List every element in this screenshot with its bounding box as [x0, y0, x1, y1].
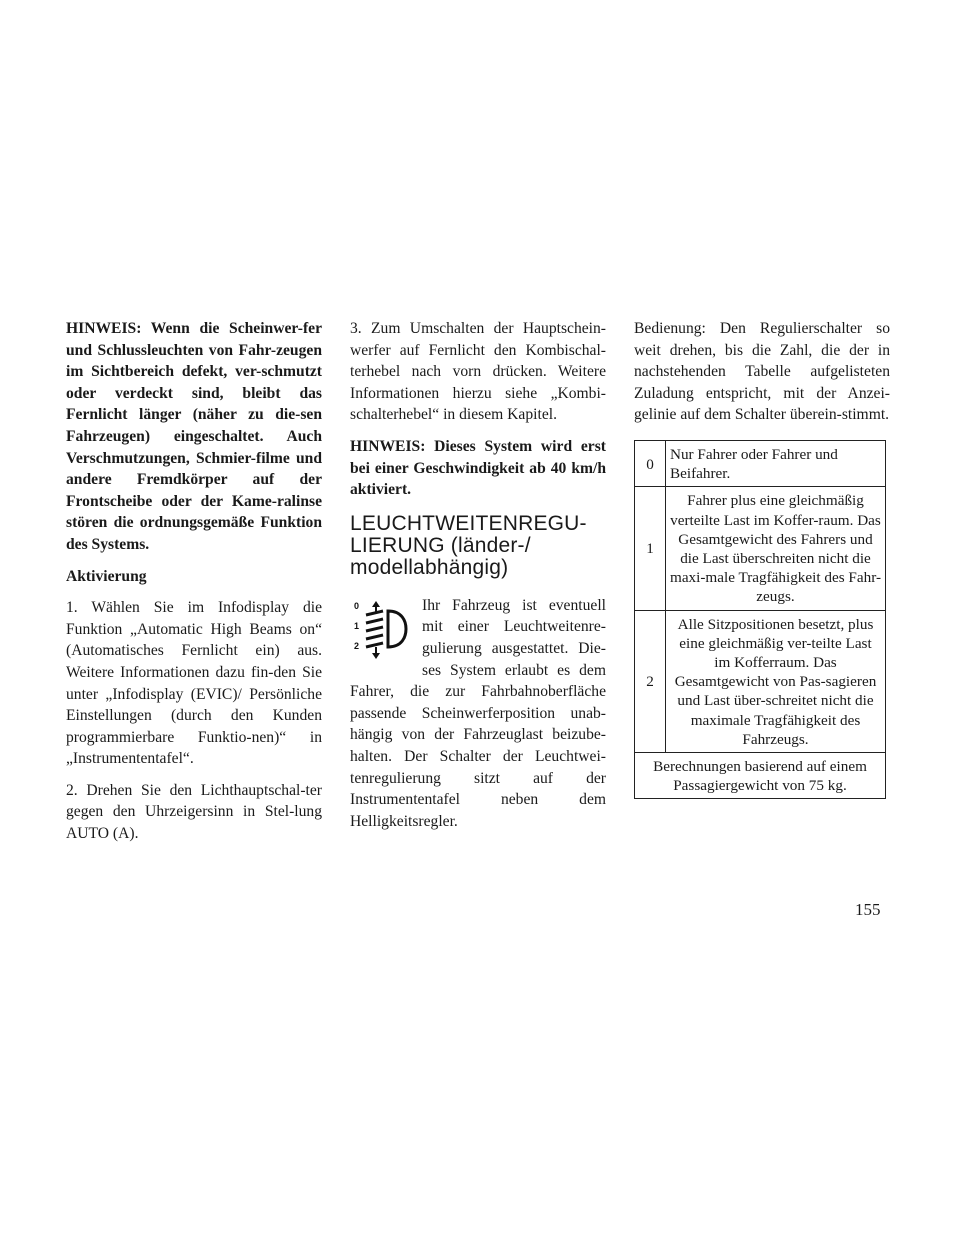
headlamp-leveling-icon-graphic: [350, 597, 416, 663]
activation-step-3: 3. Zum Umschalten der Hauptschein-werfer auf Fernlicht den Kombischal-terhebel nach vorn drücken. Weitere Informationen hierzu siehe „Kombi-schalterhebel“ in diesem Kapitel.: [350, 320, 606, 424]
column-middle: [350, 318, 606, 842]
load-settings-table: [634, 440, 886, 799]
table-footer-row: [635, 753, 886, 799]
table-footer: Berechnungen basierend auf einem Passagiergewicht von 75 kg.: [635, 753, 886, 799]
setting-cell: 2: [635, 610, 666, 752]
svg-text:0: 0: [354, 600, 360, 611]
setting-cell: 1: [635, 487, 666, 610]
subheading-activation: Aktivierung: [66, 567, 147, 585]
headlamp-leveling-icon: [350, 597, 416, 663]
activation-step-2: 2. Drehen Sie den Lichthauptschal-ter gegen den Uhrzeigersinn in Stel-lung AUTO (A).: [66, 781, 322, 843]
svg-text:2: 2: [354, 640, 360, 651]
setting-cell: 0: [635, 440, 666, 486]
table-row: [635, 487, 886, 610]
column-left: [66, 318, 322, 855]
section-heading-headlamp-leveling: [350, 513, 606, 579]
description-cell: Alle Sitzpositionen besetzt, plus eine gleichmäßig ver-teilte Last im Kofferraum. Das Gesamtgewicht von Pas-sagieren und Last über-schreitet nicht die maximale Tragfähigkeit des Fahrzeugs.: [666, 610, 886, 752]
activation-step-1: 1. Wählen Sie im Infodisplay die Funktion „Automatic High Beams on“ (Automatisches Fernlicht ein) aus. Weitere Informationen dazu fin-den Sie unter „Infodisplay (EVIC)/ Persönliche Einstellungen (durch den Kunden programmierbare Funktio-nen)“ in „Instrumententafel“.: [66, 599, 322, 768]
table-row: [635, 440, 886, 486]
column-right: [634, 318, 890, 799]
note-speed-activation: HINWEIS: Dieses System wird erst bei einer Geschwindigkeit ab 40 km/h aktiviert.: [350, 437, 606, 499]
description-cell: Nur Fahrer oder Fahrer und Beifahrer.: [666, 440, 886, 486]
description-cell: Fahrer plus eine gleichmäßig verteilte Last im Koffer-raum. Das Gesamtgewicht des Fahrers und die Last überschreiten nicht die maxi-male Tragfähigkeit des Fahr-zeugs.: [666, 487, 886, 610]
table-row: [635, 610, 886, 752]
headlamp-leveling-description: [350, 595, 606, 833]
heading-line-1: LEUCHTWEITENREGU-: [350, 511, 587, 535]
note-high-beam-limitations: HINWEIS: Wenn die Scheinwer-fer und Schlussleuchten von Fahr-zeugen im Sichtbereich defekt, ver-schmutzt oder verdeckt sind, bleibt das Fernlicht länger (näher zu die-sen Fahrzeugen) eingeschaltet. Auch Verschmutzungen, Schmier-filme und andere Fremdkörper auf der Frontscheibe oder der Kame-ralinse stören die ordnungsgemäße Funktion des Systems.: [66, 320, 322, 553]
operation-intro: Bedienung: Den Regulierschalter so weit drehen, bis die Zahl, die der in nachstehenden Tabelle aufgelisteten Zuladung entspricht, mit der Anzei-gelinie auf dem Schalter überein-stimmt.: [634, 320, 890, 424]
headlamp-leveling-body: Ihr Fahrzeug ist eventuell mit einer Leuchtweitenre-gulierung ausgestattet. Die-ses System erlaubt es dem Fahrer, die zur Fahrbahnoberfläche passende Scheinwerferposition unab-hängig von der Fahrzeuglast beizube-halten. Der Schalter der Leuchtwei-tenregulierung sitzt auf der Instrumententafel neben dem Helligkeitsregler.: [350, 596, 606, 830]
heading-line-2: LIERUNG (länder-/: [350, 533, 531, 557]
svg-text:1: 1: [354, 620, 360, 631]
page-number: 155: [855, 900, 881, 919]
heading-line-3: modellabhängig): [350, 555, 509, 579]
